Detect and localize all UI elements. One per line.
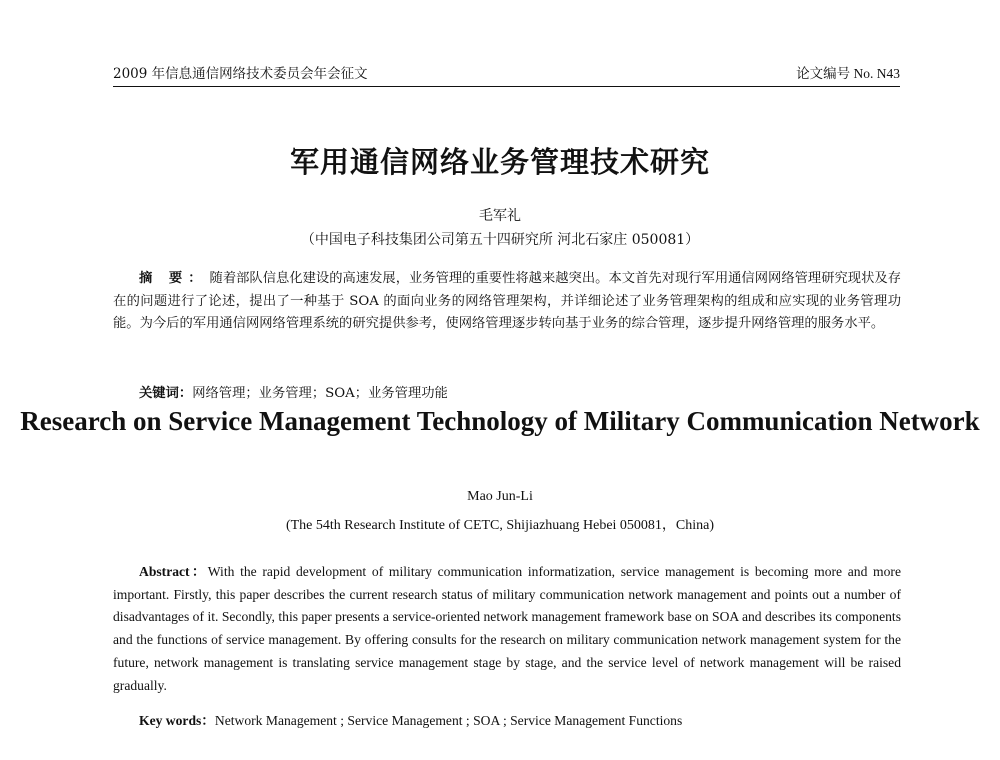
keywords-chinese [139, 382, 448, 401]
conference-name: 2009 年信息通信网络技术委员会年会征文 [113, 66, 368, 82]
keywords-english-text: Network Management ; Service Management ; SOA ; Service Management Functions [214, 713, 683, 728]
running-header [113, 64, 900, 87]
paper-number: 论文编号 No. N43 [796, 66, 900, 81]
abstract-chinese-text: 随着部队信息化建设的高速发展，业务管理的重要性将越来越突出。本文首先对现行军用通信网网络管理研究现状及存在的问题进行了论述，提出了一种基于 SOA 的面向业务的网络管理架构，并详细论述了业务管理架构的组成和应实现的业务管理功能。为今后的军用通信网网络管理系统的研究提供参考，使网络管理逐步转向基于业务的综合管理，逐步提升网络管理的服务水平。 [113, 271, 901, 331]
affiliation-english: (The 54th Research Institute of CETC, Shijiazhuang Hebei 050081，China) [285, 518, 715, 533]
abstract-english [113, 561, 901, 697]
keywords-chinese-label: 关键词： [139, 386, 193, 401]
abstract-english-label: Abstract： [139, 564, 208, 579]
affiliation-chinese: （中国电子科技集团公司第五十四研究所 河北石家庄 050081） [300, 232, 700, 248]
title-english: Research on Service Management Technology of Military Communication Network [20, 406, 980, 436]
abstract-chinese [113, 268, 901, 336]
abstract-chinese-label: 摘 要： [139, 271, 208, 286]
keywords-english-label: Key words： [139, 713, 215, 728]
author-english: Mao Jun-Li [467, 489, 533, 504]
keywords-chinese-text: 网络管理；业务管理；SOA；业务管理功能 [192, 386, 448, 401]
keywords-english [139, 709, 682, 729]
abstract-english-text: With the rapid development of military communication informatization, service management is becoming more and more important. Firstly, this paper describes the current research status of military communication network management and points out a number of disadvantages of it. Secondly, this paper presents a service-oriented network management framework base on SOA and describes its components and the functions of service management. By offering consults for the research on military communication network management system for the future, network management is translating service management stage by stage, and the service level of network management will be raised gradually. [113, 564, 901, 693]
author-chinese: 毛军礼 [479, 208, 521, 224]
title-chinese: 军用通信网络业务管理技术研究 [289, 145, 710, 179]
